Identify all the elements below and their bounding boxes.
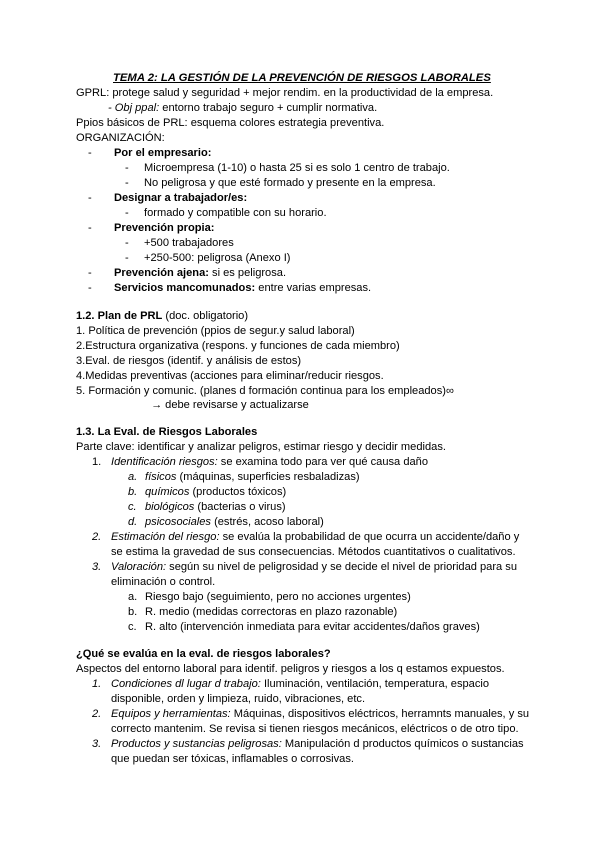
eval-valor-sub-b bbox=[128, 605, 397, 619]
eval-estim-label: Estimación del riesgo: bbox=[111, 531, 220, 543]
eval-estim-num: 2. bbox=[92, 531, 102, 543]
org-propia-sub-1-text: +500 trabajadores bbox=[144, 237, 234, 249]
org-item-propia: - Prevención propia: bbox=[88, 222, 215, 234]
org-item-designar: - Designar a trabajador/es: bbox=[88, 192, 248, 204]
org-item-empresario: - Por el empresario: bbox=[88, 147, 212, 159]
que-item-3-num: 3. bbox=[92, 738, 102, 750]
que-item-3-text-2: que puedan ser tóxicas, inflamables o corrosivas. bbox=[111, 753, 354, 765]
plan-heading-note: (doc. obligatorio) bbox=[162, 310, 249, 322]
eval-ident-num: 1. bbox=[92, 456, 102, 468]
eval-valor-sub-c-text: R. alto (intervención inmediata para evitar accidentes/daños graves) bbox=[145, 621, 480, 633]
eval-ident-sub-c-label: biológicos bbox=[145, 501, 195, 513]
objective-line bbox=[108, 101, 377, 115]
eval-ident-sub-a bbox=[128, 470, 360, 484]
que-item-3-label: Productos y sustancias peligrosas: bbox=[111, 738, 282, 750]
org-item-mancomunados: - Servicios mancomunados: entre varias empresas. bbox=[88, 282, 372, 294]
eval-valor-sub-a-text: Riesgo bajo (seguimiento, pero no acciones urgentes) bbox=[145, 591, 411, 603]
eval-estim-item bbox=[92, 530, 519, 544]
org-mancomunados-text: entre varias empresas. bbox=[255, 282, 372, 294]
eval-valor-sub-b-text: R. medio (medidas correctoras en plazo razonable) bbox=[145, 606, 398, 618]
objective-label: - Obj ppal: bbox=[108, 102, 160, 114]
eval-heading: 1.3. La Eval. de Riesgos Laborales bbox=[76, 426, 258, 438]
eval-valor-sub-c-letter: c. bbox=[128, 621, 137, 633]
que-item-1-num: 1. bbox=[92, 678, 102, 690]
page-title: TEMA 2: LA GESTIÓN DE LA PREVENCIÓN DE RIESGOS LABORALES bbox=[113, 72, 491, 84]
plan-item-3: 3.Eval. de riesgos (identif. y análisis de estos) bbox=[76, 355, 302, 367]
eval-ident-text: se examina todo para ver qué causa daño bbox=[217, 456, 428, 468]
org-mancomunados-label: Servicios mancomunados: bbox=[114, 282, 256, 294]
que-heading: ¿Qué se evalúa en la eval. de riesgos laborales? bbox=[76, 648, 331, 660]
eval-estim-text-1: se evalúa la probabilidad de que ocurra un accidente/daño y bbox=[219, 531, 520, 543]
eval-valor-sub-b-letter: b. bbox=[128, 606, 138, 618]
eval-ident-sub-b-text: (productos tóxicos) bbox=[189, 486, 287, 498]
que-item-2-num: 2. bbox=[92, 708, 102, 720]
eval-ident-sub-d-letter: d. bbox=[128, 516, 138, 528]
org-designar-label: Designar a trabajador/es: bbox=[114, 192, 248, 204]
eval-ident-sub-b-label: químicos bbox=[145, 486, 190, 498]
que-intro: Aspectos del entorno laboral para identif. peligros y riesgos a los q estamos expuestos. bbox=[76, 663, 505, 675]
que-item-2 bbox=[92, 707, 529, 721]
eval-valor-num: 3. bbox=[92, 561, 102, 573]
org-empresario-sub-2-text: No peligrosa y que esté formado y presente en la empresa. bbox=[144, 177, 436, 189]
org-designar-sub-1-text: formado y compatible con su horario. bbox=[144, 207, 327, 219]
plan-arrow-note: → debe revisarse y actualizarse bbox=[151, 399, 309, 411]
org-item-ajena: - Prevención ajena: si es peligrosa. bbox=[88, 267, 287, 279]
plan-item-4: 4.Medidas preventivas (acciones para eliminar/reducir riesgos. bbox=[76, 370, 384, 382]
org-propia-label: Prevención propia: bbox=[114, 222, 215, 234]
eval-ident-item bbox=[92, 455, 428, 469]
eval-estim-text-2: se estima la gravedad de sus consecuencias. Métodos cuantitativos o cualitativos. bbox=[111, 546, 516, 558]
eval-ident-sub-d-text: (estrés, acoso laboral) bbox=[210, 516, 324, 528]
org-ajena-text: si es peligrosa. bbox=[208, 267, 287, 279]
org-propia-sub-2: - +250-500: peligrosa (Anexo I) bbox=[125, 252, 291, 264]
eval-ident-sub-a-text: (máquinas, superficies resbaladizas) bbox=[176, 471, 360, 483]
plan-item-2: 2.Estructura organizativa (respons. y funciones de cada miembro) bbox=[76, 340, 400, 352]
organizacion-heading: ORGANIZACIÓN: bbox=[76, 132, 165, 144]
eval-ident-sub-b bbox=[128, 485, 286, 499]
que-item-2-text-2: correcto mantenim. Se revisa si tienen riesgos mecánicos, eléctricos o de otro tipo. bbox=[111, 723, 519, 735]
eval-valor-sub-a-letter: a. bbox=[128, 591, 138, 603]
eval-valor-label: Valoración: bbox=[111, 561, 167, 573]
plan-item-5: 5. Formación y comunic. (planes d formación continua para los empleados)∞ bbox=[76, 385, 454, 397]
eval-ident-sub-d bbox=[128, 515, 324, 529]
eval-ident-sub-c-letter: c. bbox=[128, 501, 137, 513]
que-item-1-text-1: Iluminación, ventilación, temperatura, espacio bbox=[260, 678, 490, 690]
que-item-1-text-2: disponible, orden y limpieza, ruido, vibraciones, etc. bbox=[111, 693, 366, 705]
que-item-2-label: Equipos y herramientas: bbox=[111, 708, 231, 720]
que-item-1 bbox=[92, 677, 489, 691]
org-propia-sub-1: - +500 trabajadores bbox=[125, 237, 234, 249]
eval-valor-sub-c bbox=[128, 620, 480, 634]
ppios-line: Ppios básicos de PRL: esquema colores estrategia preventiva. bbox=[76, 117, 385, 129]
eval-ident-sub-a-label: físicos bbox=[145, 471, 177, 483]
plan-heading bbox=[76, 309, 248, 323]
eval-ident-label: Identificación riesgos: bbox=[111, 456, 218, 468]
que-item-1-label: Condiciones dl lugar d trabajo: bbox=[111, 678, 261, 690]
eval-ident-sub-c bbox=[128, 500, 286, 514]
objective-text: entorno trabajo seguro + cumplir normativa. bbox=[159, 102, 378, 114]
eval-valor-text-1: según su nivel de peligrosidad y se decide el nivel de prioridad para su bbox=[166, 561, 517, 573]
eval-ident-sub-d-label: psicosociales bbox=[145, 516, 211, 528]
org-empresario-sub-1-text: Microempresa (1-10) o hasta 25 si es solo 1 centro de trabajo. bbox=[144, 162, 450, 174]
eval-valor-sub-a bbox=[128, 590, 411, 604]
que-item-2-text-1: Máquinas, dispositivos eléctricos, herramnts manuales, y su bbox=[230, 708, 530, 720]
plan-item-1: 1. Política de prevención (ppios de segur.y salud laboral) bbox=[76, 325, 355, 337]
eval-ident-sub-a-letter: a. bbox=[128, 471, 138, 483]
org-ajena-label: Prevención ajena: bbox=[114, 267, 209, 279]
org-designar-sub-1: - formado y compatible con su horario. bbox=[125, 207, 327, 219]
eval-valor-item bbox=[92, 560, 517, 574]
plan-heading-title: 1.2. Plan de PRL bbox=[76, 310, 163, 322]
org-empresario-label: Por el empresario: bbox=[114, 147, 212, 159]
que-item-3-text-1: Manipulación d productos químicos o sustancias bbox=[281, 738, 524, 750]
org-empresario-sub-2: - No peligrosa y que esté formado y presente en la empresa. bbox=[125, 177, 436, 189]
gprl-line: GPRL: protege salud y seguridad + mejor rendim. en la productividad de la empresa. bbox=[76, 87, 494, 99]
eval-intro: Parte clave: identificar y analizar peligros, estimar riesgo y decidir medidas. bbox=[76, 441, 446, 453]
eval-valor-text-2: eliminación o control. bbox=[111, 576, 216, 588]
org-propia-sub-2-text: +250-500: peligrosa (Anexo I) bbox=[144, 252, 291, 264]
eval-ident-sub-b-letter: b. bbox=[128, 486, 138, 498]
que-item-3 bbox=[92, 737, 524, 751]
eval-ident-sub-c-text: (bacterias o virus) bbox=[194, 501, 286, 513]
org-empresario-sub-1: - Microempresa (1-10) o hasta 25 si es solo 1 centro de trabajo. bbox=[125, 162, 450, 174]
